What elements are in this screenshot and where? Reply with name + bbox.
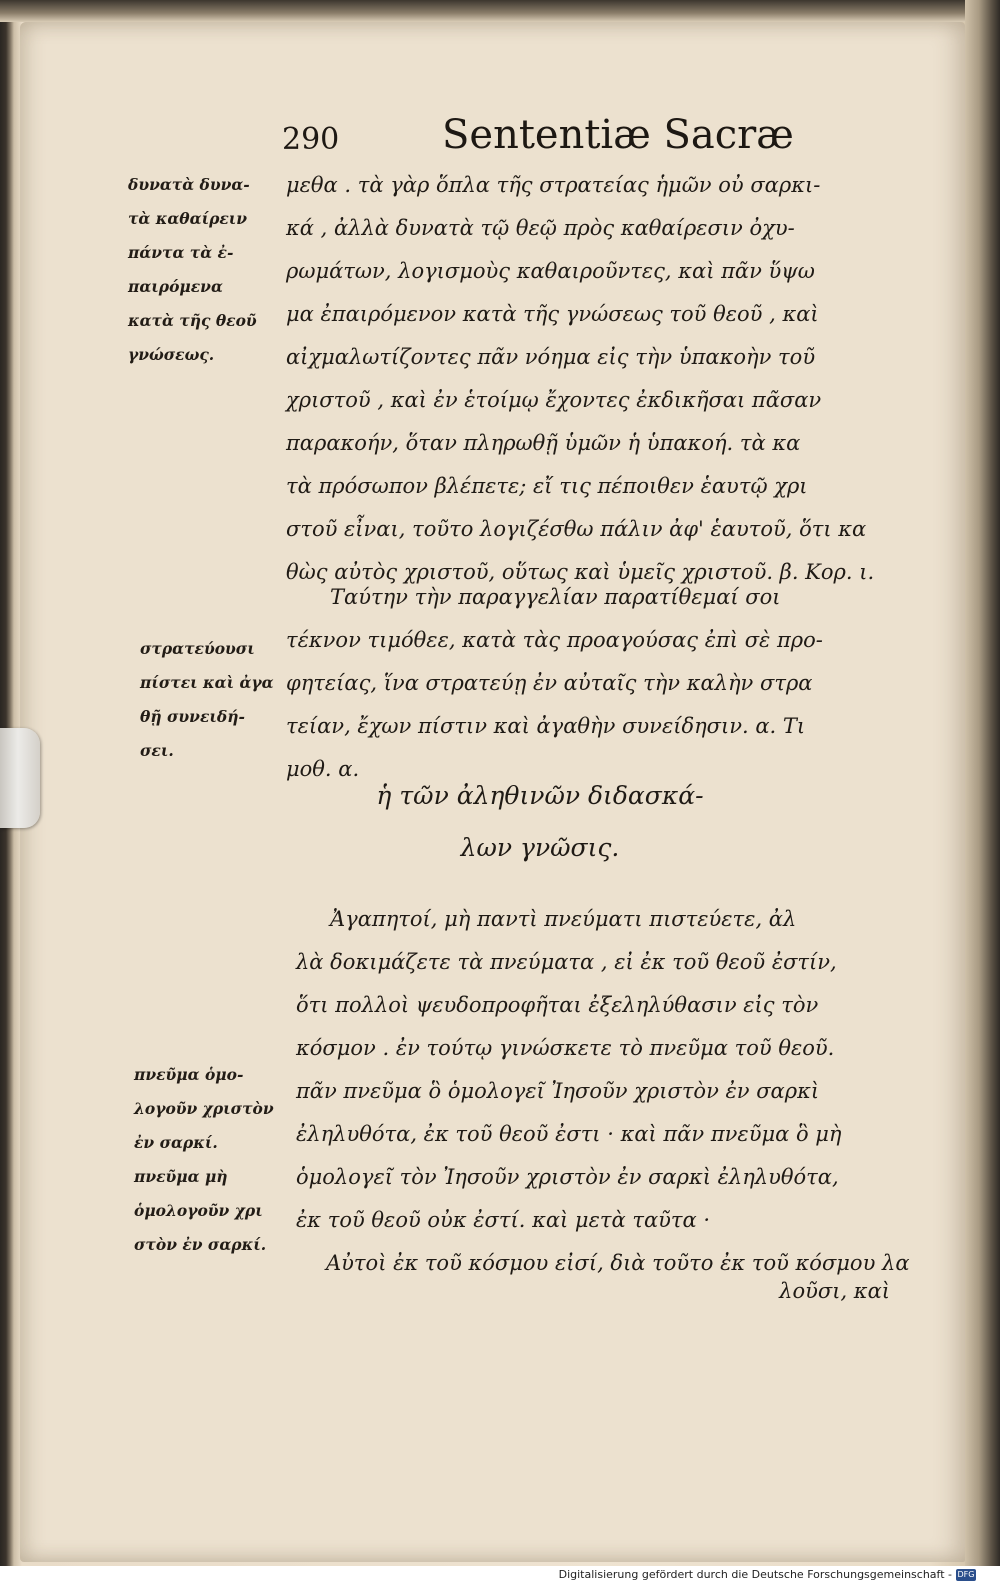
text-line: παρακοήν, ὅταν πληρωθῇ ὑμῶν ἡ ὑπακοή. τὰ κα xyxy=(286,431,801,455)
margin-line: σει. xyxy=(140,741,174,760)
text-line: πᾶν πνεῦμα ὃ ὁμολογεῖ Ἰησοῦν χριστὸν ἐν σαρκὶ xyxy=(296,1079,820,1103)
section-heading xyxy=(280,770,800,874)
dfg-logo: DFG xyxy=(957,1570,975,1579)
margin-line: στρατεύουσι xyxy=(140,639,255,658)
margin-line: γνώσεως. xyxy=(128,345,215,364)
text-line: ἐκ τοῦ θεοῦ οὐκ ἐστί. καὶ μετὰ ταῦτα · xyxy=(296,1208,711,1232)
text-line: Ταύτην τὴν παραγγελίαν παρατίθεμαί σοι xyxy=(330,585,781,609)
margin-line: δυνατὰ δυνα- xyxy=(128,175,250,194)
margin-line: πνεῦμα ὁμο- xyxy=(134,1065,244,1084)
text-line: τὰ πρόσωπον βλέπετε; εἴ τις πέποιθεν ἑαυτῷ χρι xyxy=(286,474,808,498)
main-text-block-3 xyxy=(296,898,910,1285)
text-line: Αὐτοὶ ἐκ τοῦ κόσμου εἰσί, διὰ τοῦτο ἐκ τοῦ κόσμου λα xyxy=(326,1251,910,1275)
page-number: 290 xyxy=(282,122,340,157)
text-line: μα ἐπαιρόμενον κατὰ τῆς γνώσεως τοῦ θεοῦ , καὶ xyxy=(286,302,819,326)
margin-line: θῇ συνειδή- xyxy=(140,707,245,726)
main-text-block-1 xyxy=(286,164,874,594)
book-clasp xyxy=(0,728,40,828)
catchword xyxy=(779,1270,890,1313)
book-top-edge xyxy=(0,0,1000,22)
margin-line: τὰ καθαίρειν xyxy=(128,209,248,228)
text-line: Ἀγαπητοί, μὴ παντὶ πνεύματι πιστεύετε, ἀλ xyxy=(330,907,797,931)
text-line: φητείας, ἵνα στρατεύῃ ἐν αὐταῖς τὴν καλὴν στρα xyxy=(286,671,813,695)
text-line: αἰχμαλωτίζοντες πᾶν νόημα εἰς τὴν ὑπακοὴν τοῦ xyxy=(286,345,816,369)
funding-credit: Digitalisierung gefördert durch die Deutsche Forschungsgemeinschaft - xyxy=(558,1568,952,1581)
book-right-edge xyxy=(965,0,1000,1566)
heading-line: λων γνῶσις. xyxy=(460,833,620,862)
text-line: χριστοῦ , καὶ ἐν ἑτοίμῳ ἔχοντες ἐκδικῆσαι πᾶσαν xyxy=(286,388,822,412)
text-line: ὁμολογεῖ τὸν Ἰησοῦν χριστὸν ἐν σαρκὶ ἐληλυθότα, xyxy=(296,1165,839,1189)
margin-line: πνεῦμα μὴ xyxy=(134,1167,228,1186)
text-line: μεθα . τὰ γὰρ ὅπλα τῆς στρατείας ἡμῶν οὐ σαρκι- xyxy=(286,173,821,197)
margin-line: πίστει καὶ ἀγα xyxy=(140,673,274,692)
margin-note-3 xyxy=(134,1058,274,1262)
text-line: θὼς αὐτὸς χριστοῦ, οὕτως καὶ ὑμεῖς χριστοῦ. β. Κορ. ι. xyxy=(286,560,875,584)
margin-note-1 xyxy=(128,168,257,372)
catchword-text: λοῦσι, καὶ xyxy=(779,1279,890,1303)
text-line: κόσμον . ἐν τούτῳ γινώσκετε τὸ πνεῦμα τοῦ θεοῦ. xyxy=(296,1036,835,1060)
text-line: ἐληλυθότα, ἐκ τοῦ θεοῦ ἐστι · καὶ πᾶν πνεῦμα ὃ μὴ xyxy=(296,1122,842,1146)
text-line: στοῦ εἶναι, τοῦτο λογιζέσθω πάλιν ἀφ' ἑαυτοῦ, ὅτι κα xyxy=(286,517,867,541)
text-line: τείαν, ἔχων πίστιν καὶ ἀγαθὴν συνείδησιν. α. Τι xyxy=(286,714,806,738)
running-title: Sententiæ Sacræ xyxy=(442,112,794,158)
margin-line: πάντα τὰ ἐ- xyxy=(128,243,234,262)
text-line: λὰ δοκιμάζετε τὰ πνεύματα , εἰ ἐκ τοῦ θεοῦ ἐστίν, xyxy=(296,950,837,974)
text-line: μοθ. α. xyxy=(286,757,360,781)
margin-line: στὸν ἐν σαρκί. xyxy=(134,1235,267,1254)
margin-line: κατὰ τῆς θεοῦ xyxy=(128,311,257,330)
main-text-block-2 xyxy=(286,576,823,791)
margin-line: ὁμολογοῦν χρι xyxy=(134,1201,263,1220)
heading-line: ἡ τῶν ἀληθινῶν διδασκά- xyxy=(376,781,704,810)
margin-note-2 xyxy=(140,632,274,768)
text-line: ρωμάτων, λογισμοὺς καθαιροῦντες, καὶ πᾶν ὕψω xyxy=(286,259,815,283)
margin-line: λογοῦν χριστὸν xyxy=(134,1099,274,1118)
margin-line: ἐν σαρκί. xyxy=(134,1133,218,1152)
margin-line: παιρόμενα xyxy=(128,277,223,296)
text-line: ὅτι πολλοὶ ψευδοπροφῆται ἐξεληλύθασιν εἰς τὸν xyxy=(296,993,819,1017)
text-line: κά , ἀλλὰ δυνατὰ τῷ θεῷ πρὸς καθαίρεσιν ὀχυ- xyxy=(286,216,795,240)
text-line: τέκνον τιμόθεε, κατὰ τὰς προαγούσας ἐπὶ σὲ προ- xyxy=(286,628,823,652)
